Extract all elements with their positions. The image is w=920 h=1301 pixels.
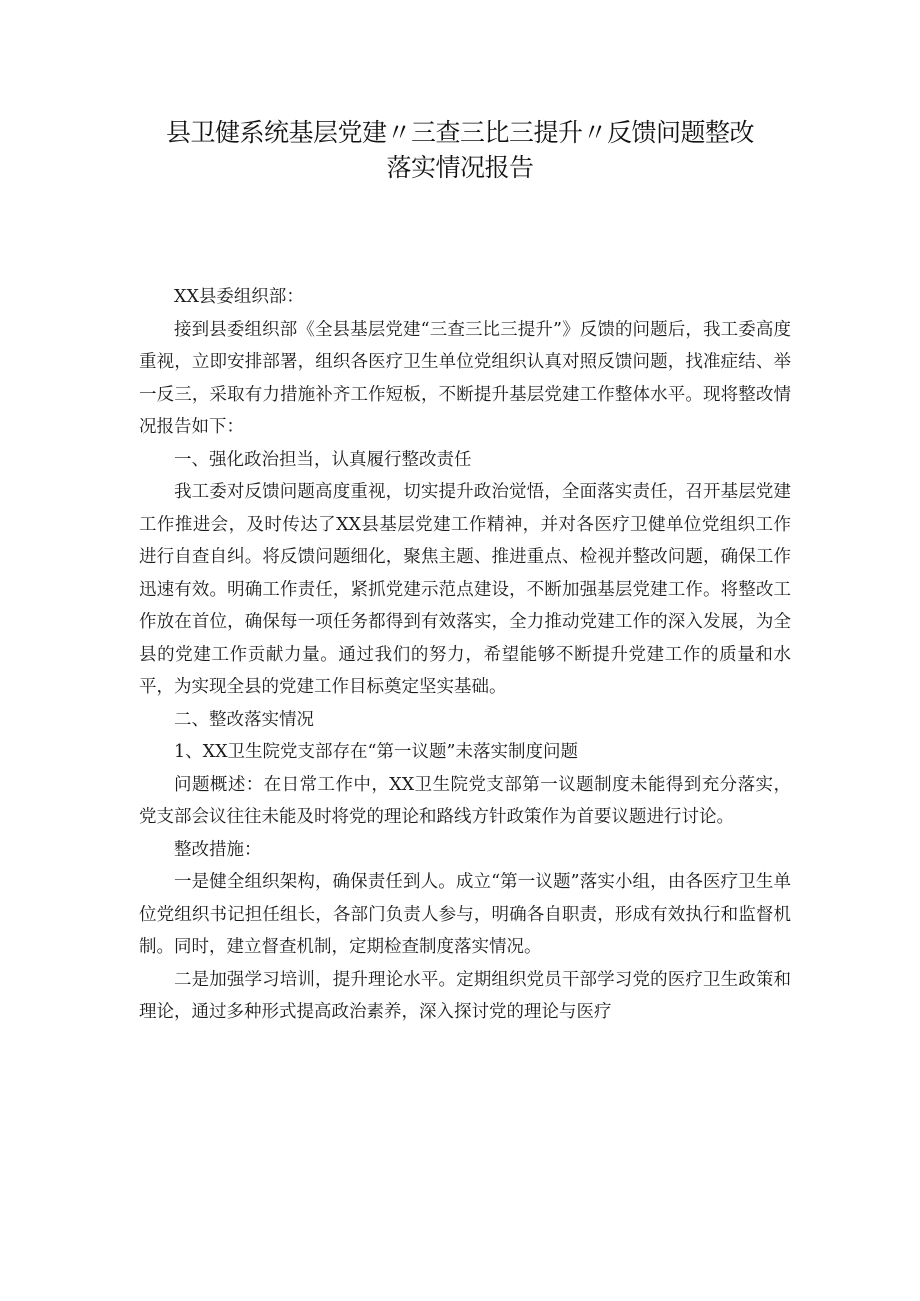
paragraph-section-1: 我工委对反馈问题高度重视，切实提升政治觉悟，全面落实责任，召开基层党建工作推进会，及时传达了XX县基层党建工作精神，并对各医疗卫健单位党组织工作进行自查自纠。将反馈问题细化，聚焦主题、推进重点、检视并整改问题，确保工作迅速有效。明确工作责任，紧抓党建示范点建设，不断加强基层党建工作。将整改工作放在首位，确保每一项任务都得到有效落实，全力推动党建工作的深入发展，为全县的党建工作贡献力量。通过我们的努力，希望能够不断提升党建工作的质量和水平，为实现全县的党建工作目标奠定坚实基础。	[139, 482, 791, 697]
section-heading-1: 一、强化政治担当，认真履行整改责任	[174, 449, 472, 470]
section-heading-2: 二、整改落实情况	[174, 709, 314, 730]
document-title-line-1: 县卫健系统基层党建〃三查三比三提升〃反馈问题整改	[165, 118, 754, 147]
salutation: XX县委组织部：	[174, 287, 304, 307]
measures-heading: 整改措施：	[174, 839, 262, 860]
paragraph-measure-2: 二是加强学习培训，提升理论水平。定期组织党员干部学习党的医疗卫生政策和理论，通过多种形式提高政治素养，深入探讨党的理论与医疗	[139, 969, 791, 1022]
document-body	[139, 281, 791, 1029]
document-title-line-2: 落实情况报告	[386, 153, 534, 182]
paragraph-measure-1: 一是健全组织架构，确保责任到人。成立“第一议题”落实小组，由各医疗卫生单位党组织书记担任组长，各部门负责人参与，明确各自职责，形成有效执行和监督机制。同时，建立督查机制，定期检查制度落实情况。	[139, 872, 791, 957]
paragraph-problem-overview: 问题概述：在日常工作中，XX卫生院党支部第一议题制度未能得到充分落实，党支部会议往往未能及时将党的理论和路线方针政策作为首要议题进行讨论。	[139, 774, 791, 827]
paragraph-intro: 接到县委组织部《全县基层党建“三查三比三提升”》反馈的问题后，我工委高度重视，立即安排部署，组织各医疗卫生单位党组织认真对照反馈问题，找准症结、举一反三，采取有力措施补齐工作短板，不断提升基层党建工作整体水平。现将整改情况报告如下：	[139, 319, 791, 437]
subsection-heading-1: 1、XX卫生院党支部存在“第一议题”未落实制度问题	[174, 742, 578, 762]
